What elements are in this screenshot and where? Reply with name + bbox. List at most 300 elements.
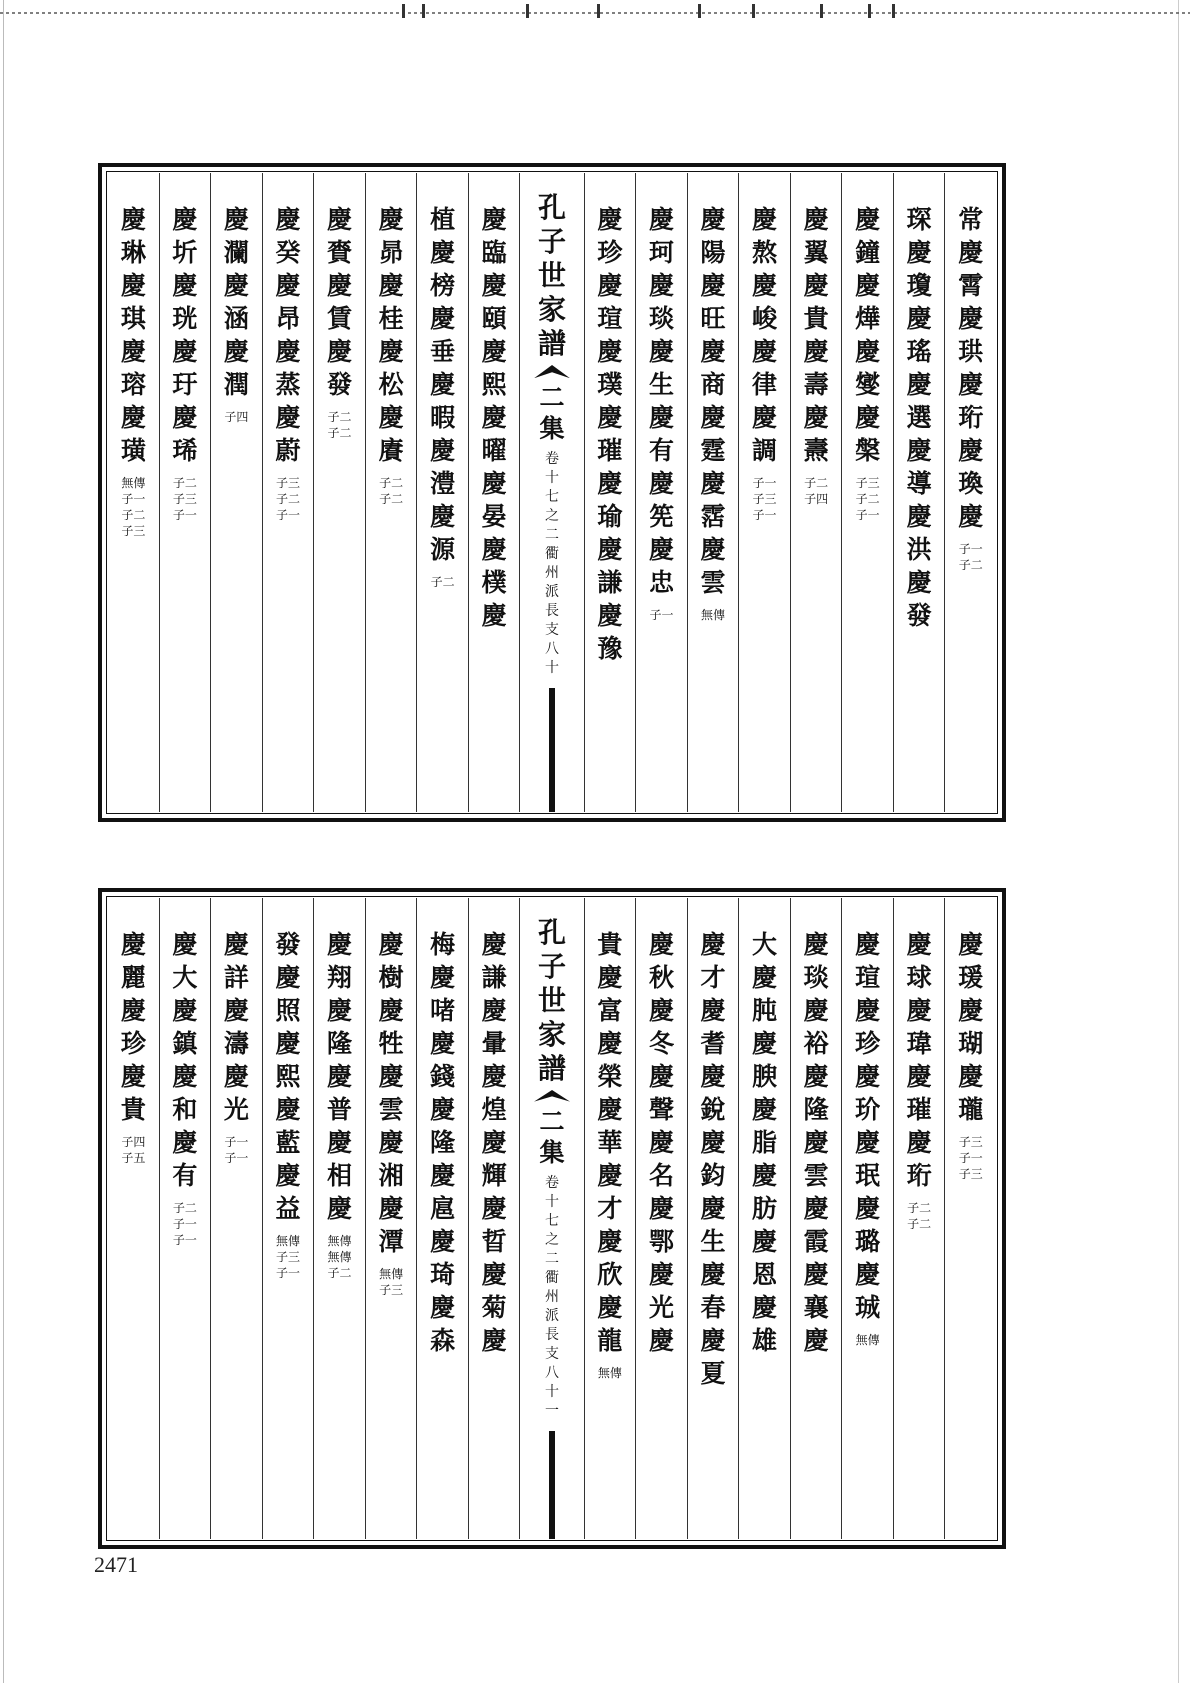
name-character: 慶 xyxy=(430,1095,456,1124)
name-character: 桂 xyxy=(378,304,404,333)
info-character: 卷 xyxy=(545,1174,560,1191)
name-character: 慶 xyxy=(120,205,146,234)
name-character: 慶 xyxy=(378,930,404,959)
fish-tail-mark xyxy=(534,1090,570,1102)
fish-tail-mark xyxy=(534,365,570,378)
name-character: 慶 xyxy=(906,1062,932,1091)
name-character: 慶 xyxy=(172,1128,198,1157)
name-character: 律 xyxy=(752,370,778,399)
name-character: 昴 xyxy=(378,238,404,267)
name-character: 夏 xyxy=(700,1359,726,1388)
genealogy-column xyxy=(738,898,790,1539)
name-character: 慶 xyxy=(648,1326,674,1355)
name-character: 涵 xyxy=(223,304,249,333)
annotation-note: 子二 xyxy=(907,1217,932,1231)
name-character: 發 xyxy=(275,930,301,959)
name-character: 球 xyxy=(906,963,932,992)
name-character: 陽 xyxy=(700,238,726,267)
name-character: 晢 xyxy=(481,1227,507,1256)
annotation-note: 子一 xyxy=(855,508,880,522)
info-character: 派 xyxy=(545,1307,560,1324)
annotation-note: 子四 xyxy=(121,1135,146,1149)
info-character: 之 xyxy=(545,1231,560,1248)
name-character: 慶 xyxy=(481,535,507,564)
name-character: 慶 xyxy=(597,1029,623,1058)
name-character: 慶 xyxy=(906,568,932,597)
name-character: 慶 xyxy=(700,1128,726,1157)
name-character: 珹 xyxy=(855,1293,881,1322)
name-character: 慶 xyxy=(752,403,778,432)
name-character: 慶 xyxy=(430,1227,456,1256)
name-character: 慶 xyxy=(275,403,301,432)
name-character: 慶 xyxy=(855,1128,881,1157)
name-character: 慶 xyxy=(700,930,726,959)
name-character: 慶 xyxy=(855,1062,881,1091)
name-character: 煌 xyxy=(481,1095,507,1124)
name-character: 慶 xyxy=(752,205,778,234)
name-character: 慶 xyxy=(120,1062,146,1091)
name-character: 慶 xyxy=(481,337,507,366)
name-character: 翼 xyxy=(803,238,829,267)
name-character: 賃 xyxy=(327,304,353,333)
name-character: 慶 xyxy=(700,469,726,498)
name-character: 璀 xyxy=(597,436,623,465)
name-character: 慶 xyxy=(172,930,198,959)
name-character: 謙 xyxy=(597,568,623,597)
name-character: 慶 xyxy=(597,963,623,992)
name-character: 燾 xyxy=(803,436,829,465)
name-character: 瑚 xyxy=(958,1029,984,1058)
name-character: 臨 xyxy=(481,238,507,267)
name-character: 腴 xyxy=(752,1062,778,1091)
genealogy-panel-top xyxy=(98,163,1006,822)
name-character: 慶 xyxy=(958,304,984,333)
annotation-note: 子一 xyxy=(752,508,777,522)
volume-character: 集 xyxy=(539,1137,565,1167)
info-character: 衢 xyxy=(545,546,560,563)
annotation-note: 無傳 xyxy=(121,476,146,490)
genealogy-column xyxy=(790,173,842,812)
annotation-note: 子二 xyxy=(327,426,352,440)
info-character: 七 xyxy=(545,489,560,506)
name-character: 慶 xyxy=(906,1128,932,1157)
name-character: 鄂 xyxy=(648,1227,674,1256)
name-character: 慶 xyxy=(700,403,726,432)
name-character: 慶 xyxy=(378,1128,404,1157)
name-character: 貴 xyxy=(597,930,623,959)
name-character: 珍 xyxy=(597,238,623,267)
genealogy-column xyxy=(841,898,893,1539)
name-character: 慶 xyxy=(855,271,881,300)
name-character: 豫 xyxy=(597,634,623,663)
genealogy-column xyxy=(944,898,996,1539)
name-character: 珂 xyxy=(648,238,674,267)
name-character: 慶 xyxy=(275,205,301,234)
info-character: 支 xyxy=(545,622,560,639)
name-character: 慶 xyxy=(648,271,674,300)
name-character: 圻 xyxy=(172,238,198,267)
name-character: 珉 xyxy=(855,1161,881,1190)
name-character: 發 xyxy=(327,370,353,399)
name-character: 慶 xyxy=(172,996,198,1025)
title-character: 子 xyxy=(538,225,567,258)
name-character: 燮 xyxy=(855,370,881,399)
name-character: 慶 xyxy=(700,1194,726,1223)
center-bar xyxy=(549,688,555,812)
name-character: 慶 xyxy=(378,205,404,234)
name-character: 頤 xyxy=(481,304,507,333)
info-character: 十 xyxy=(545,1193,560,1210)
name-character: 慶 xyxy=(752,1029,778,1058)
name-character: 慶 xyxy=(275,337,301,366)
name-character: 慶 xyxy=(597,205,623,234)
info-character: 州 xyxy=(545,1288,560,1305)
name-character: 慶 xyxy=(700,337,726,366)
name-character: 昂 xyxy=(275,304,301,333)
name-character: 益 xyxy=(275,1194,301,1223)
name-character: 慶 xyxy=(430,1293,456,1322)
name-character: 慶 xyxy=(700,205,726,234)
info-character: 一 xyxy=(545,1402,560,1419)
name-character: 慶 xyxy=(906,996,932,1025)
name-character: 璐 xyxy=(855,1227,881,1256)
name-character: 慶 xyxy=(597,1161,623,1190)
name-character: 慶 xyxy=(700,1260,726,1289)
name-character: 湘 xyxy=(378,1161,404,1190)
name-character: 瓊 xyxy=(906,271,932,300)
name-character: 雄 xyxy=(752,1326,778,1355)
name-character: 慶 xyxy=(958,370,984,399)
annotation-note: 子三 xyxy=(172,492,197,506)
name-character: 慶 xyxy=(803,1194,829,1223)
info-character: 派 xyxy=(545,584,560,601)
name-character: 忠 xyxy=(648,568,674,597)
genealogy-column xyxy=(687,898,739,1539)
annotation-note: 子二 xyxy=(855,492,880,506)
name-character: 慶 xyxy=(378,1194,404,1223)
volume-character: 二 xyxy=(539,383,565,413)
annotation-note: 子二 xyxy=(172,476,197,490)
name-character: 大 xyxy=(172,963,198,992)
name-character: 蔚 xyxy=(275,436,301,465)
name-character: 慶 xyxy=(378,271,404,300)
name-character: 賡 xyxy=(378,436,404,465)
annotation-note: 子一 xyxy=(224,1135,249,1149)
annotation-note: 子三 xyxy=(855,476,880,490)
name-character: 雲 xyxy=(378,1095,404,1124)
name-character: 琰 xyxy=(648,304,674,333)
name-character: 導 xyxy=(906,469,932,498)
name-character: 翔 xyxy=(327,963,353,992)
name-character: 貴 xyxy=(803,304,829,333)
info-character: 卷 xyxy=(545,451,560,468)
name-character: 肫 xyxy=(752,996,778,1025)
name-character: 玗 xyxy=(172,370,198,399)
name-character: 慶 xyxy=(803,1260,829,1289)
name-character: 慶 xyxy=(597,1227,623,1256)
name-character: 琪 xyxy=(120,304,146,333)
name-character: 澧 xyxy=(430,469,456,498)
name-character: 慶 xyxy=(481,1260,507,1289)
genealogy-column xyxy=(313,898,365,1539)
info-character: 二 xyxy=(545,1250,560,1267)
name-character: 慶 xyxy=(481,601,507,630)
volume-character: 二 xyxy=(539,1106,565,1136)
name-character: 珙 xyxy=(958,337,984,366)
name-character: 輝 xyxy=(481,1161,507,1190)
name-character: 慶 xyxy=(958,238,984,267)
genealogy-column xyxy=(210,173,262,812)
annotation-note: 子三 xyxy=(379,1283,404,1297)
name-character: 珍 xyxy=(120,1029,146,1058)
name-character: 慶 xyxy=(597,271,623,300)
annotation-note: 子三 xyxy=(275,476,300,490)
genealogy-column xyxy=(365,898,417,1539)
name-character: 慶 xyxy=(958,930,984,959)
volume-info xyxy=(545,450,559,678)
name-character: 植 xyxy=(430,205,456,234)
name-character: 慶 xyxy=(172,337,198,366)
name-character: 生 xyxy=(648,370,674,399)
name-character: 慶 xyxy=(327,337,353,366)
name-character: 慶 xyxy=(327,271,353,300)
annotation-note: 子二 xyxy=(327,1266,352,1280)
info-character: 之 xyxy=(545,508,560,525)
name-character: 慶 xyxy=(275,1095,301,1124)
name-character: 慶 xyxy=(855,930,881,959)
name-character: 洪 xyxy=(906,535,932,564)
annotation-note: 子二 xyxy=(172,1201,197,1215)
name-character: 瑤 xyxy=(906,337,932,366)
info-character: 八 xyxy=(545,1364,560,1381)
name-character: 珩 xyxy=(958,403,984,432)
name-character: 慶 xyxy=(430,370,456,399)
name-character: 慶 xyxy=(120,271,146,300)
annotation-note: 子三 xyxy=(958,1135,983,1149)
page-number: 2471 xyxy=(94,1552,138,1577)
name-character: 麗 xyxy=(120,963,146,992)
genealogy-column xyxy=(159,173,211,812)
name-character: 慶 xyxy=(803,337,829,366)
genealogy-column xyxy=(108,173,159,812)
name-character: 慶 xyxy=(481,205,507,234)
annotation-note: 子二 xyxy=(804,476,829,490)
name-character: 慶 xyxy=(803,930,829,959)
name-character: 錢 xyxy=(430,1062,456,1091)
name-character: 慶 xyxy=(481,469,507,498)
name-character: 珖 xyxy=(172,304,198,333)
genealogy-column xyxy=(584,173,636,812)
name-character: 慶 xyxy=(172,205,198,234)
name-character: 慶 xyxy=(906,502,932,531)
name-character: 慶 xyxy=(958,502,984,531)
name-character: 慶 xyxy=(481,1062,507,1091)
name-character: 慶 xyxy=(803,271,829,300)
name-character: 耆 xyxy=(700,1029,726,1058)
name-character: 慶 xyxy=(430,238,456,267)
top-scan-marks xyxy=(400,4,930,18)
name-character: 慶 xyxy=(752,1293,778,1322)
name-character: 峻 xyxy=(752,304,778,333)
name-character: 樹 xyxy=(378,963,404,992)
genealogy-column xyxy=(944,173,996,812)
name-character: 慶 xyxy=(275,271,301,300)
annotation-note: 無傳 xyxy=(597,1366,622,1380)
info-character: 十 xyxy=(545,1383,560,1400)
name-character: 慶 xyxy=(597,1293,623,1322)
annotation-note: 無傳 xyxy=(327,1250,352,1264)
genealogy-column xyxy=(365,173,417,812)
name-character: 慶 xyxy=(855,205,881,234)
name-character: 慶 xyxy=(906,930,932,959)
annotation-note: 子三 xyxy=(752,492,777,506)
name-character: 慶 xyxy=(430,1029,456,1058)
name-character: 慶 xyxy=(855,403,881,432)
name-character: 賚 xyxy=(327,238,353,267)
genealogy-column xyxy=(262,173,314,812)
name-character: 菊 xyxy=(481,1293,507,1322)
info-character: 七 xyxy=(545,1212,560,1229)
name-character: 慶 xyxy=(172,403,198,432)
panel-columns xyxy=(108,898,996,1539)
name-character: 慶 xyxy=(597,469,623,498)
name-character: 暇 xyxy=(430,403,456,432)
name-character: 霄 xyxy=(958,271,984,300)
name-character: 慶 xyxy=(430,436,456,465)
name-character: 慶 xyxy=(648,403,674,432)
annotation-note: 子一 xyxy=(752,476,777,490)
name-character: 慶 xyxy=(648,337,674,366)
title-character: 家 xyxy=(538,293,567,326)
name-character: 慶 xyxy=(597,337,623,366)
genealogy-panel-bottom xyxy=(98,888,1006,1549)
name-character: 熬 xyxy=(752,238,778,267)
annotation-note: 無傳 xyxy=(379,1267,404,1281)
annotation-note: 子二 xyxy=(275,492,300,506)
name-character: 慶 xyxy=(275,1029,301,1058)
genealogy-column xyxy=(738,173,790,812)
name-character: 冬 xyxy=(648,1029,674,1058)
name-character: 熙 xyxy=(481,370,507,399)
name-character: 潤 xyxy=(223,370,249,399)
name-character: 慶 xyxy=(855,1260,881,1289)
name-character: 慶 xyxy=(481,271,507,300)
annotation-note: 子一 xyxy=(275,508,300,522)
name-character: 慶 xyxy=(752,1227,778,1256)
genealogy-column xyxy=(635,173,687,812)
name-character: 慶 xyxy=(906,436,932,465)
genealogy-column xyxy=(468,173,520,812)
name-character: 樸 xyxy=(481,568,507,597)
genealogy-column xyxy=(790,898,842,1539)
name-character: 名 xyxy=(648,1161,674,1190)
name-character: 肪 xyxy=(752,1194,778,1223)
name-character: 榮 xyxy=(597,1062,623,1091)
name-character: 慶 xyxy=(700,996,726,1025)
genealogy-column xyxy=(108,898,159,1539)
name-character: 龍 xyxy=(597,1326,623,1355)
annotation-note: 子五 xyxy=(121,1151,146,1165)
annotation-note: 子三 xyxy=(275,1250,300,1264)
annotation-note: 子一 xyxy=(958,542,983,556)
title-character: 譜 xyxy=(538,327,567,360)
name-character: 普 xyxy=(327,1095,353,1124)
genealogy-column xyxy=(159,898,211,1539)
name-character: 慶 xyxy=(597,601,623,630)
name-character: 琦 xyxy=(430,1260,456,1289)
name-character: 慶 xyxy=(700,271,726,300)
annotation-note: 子二 xyxy=(327,410,352,424)
genealogy-column xyxy=(210,898,262,1539)
name-character: 慶 xyxy=(481,996,507,1025)
name-character: 慶 xyxy=(223,337,249,366)
name-character: 慶 xyxy=(700,535,726,564)
genealogy-column xyxy=(468,898,520,1539)
name-character: 慶 xyxy=(648,1260,674,1289)
genealogy-column xyxy=(841,173,893,812)
name-character: 慶 xyxy=(752,1161,778,1190)
name-character: 珩 xyxy=(906,1161,932,1190)
name-character: 慶 xyxy=(223,271,249,300)
genealogy-column xyxy=(893,173,945,812)
annotation-note: 子二 xyxy=(379,492,404,506)
name-character: 慶 xyxy=(648,469,674,498)
name-character: 慶 xyxy=(327,996,353,1025)
name-character: 慶 xyxy=(803,1062,829,1091)
name-character: 慶 xyxy=(378,403,404,432)
name-character: 慶 xyxy=(803,1128,829,1157)
annotation-note: 子一 xyxy=(172,1233,197,1247)
name-character: 熙 xyxy=(275,1062,301,1091)
name-character: 慶 xyxy=(752,1095,778,1124)
annotation-note: 子一 xyxy=(275,1266,300,1280)
annotation-note: 子二 xyxy=(121,508,146,522)
annotation-note: 子一 xyxy=(172,1217,197,1231)
name-character: 慶 xyxy=(752,963,778,992)
name-character: 發 xyxy=(906,601,932,630)
annotation-note: 子二 xyxy=(907,1201,932,1215)
genealogy-column xyxy=(893,898,945,1539)
panel-columns xyxy=(108,173,996,812)
name-character: 暈 xyxy=(481,1029,507,1058)
annotation-note: 無傳 xyxy=(700,608,725,622)
name-character: 垂 xyxy=(430,337,456,366)
name-character: 慶 xyxy=(223,205,249,234)
name-character: 脂 xyxy=(752,1128,778,1157)
name-character: 慶 xyxy=(648,930,674,959)
name-character: 旺 xyxy=(700,304,726,333)
name-character: 慶 xyxy=(803,403,829,432)
genealogy-column xyxy=(416,173,468,812)
annotation-note: 子三 xyxy=(121,524,146,538)
name-character: 慶 xyxy=(275,1161,301,1190)
name-character: 筅 xyxy=(648,502,674,531)
genealogy-column xyxy=(687,173,739,812)
name-character: 晏 xyxy=(481,502,507,531)
annotation-note: 子一 xyxy=(649,608,674,622)
name-character: 慶 xyxy=(597,535,623,564)
name-character: 慶 xyxy=(327,1062,353,1091)
name-character: 璀 xyxy=(906,1095,932,1124)
name-character: 光 xyxy=(648,1293,674,1322)
name-character: 慶 xyxy=(648,1194,674,1223)
name-character: 慶 xyxy=(430,304,456,333)
volume-character: 集 xyxy=(539,414,565,444)
name-character: 謙 xyxy=(481,963,507,992)
name-character: 貴 xyxy=(120,1095,146,1124)
name-character: 鈞 xyxy=(700,1161,726,1190)
name-character: 牲 xyxy=(378,1029,404,1058)
